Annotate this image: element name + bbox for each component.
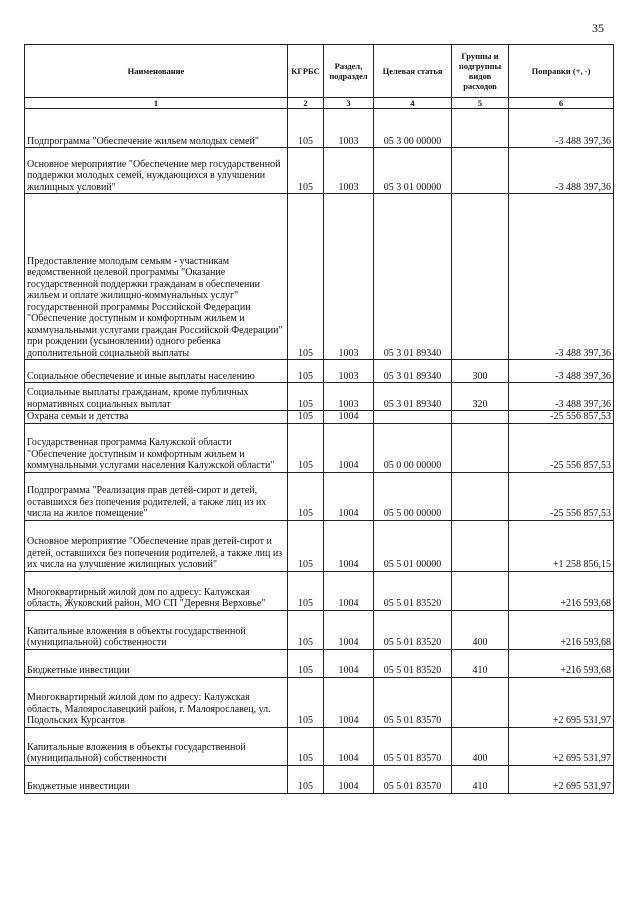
amendment-amount-cell: +216 593,68: [509, 571, 614, 610]
kgrbs-cell: 105: [288, 109, 324, 148]
expense-group-cell: [452, 148, 509, 194]
section-cell: 1004: [324, 520, 374, 571]
column-number: 2: [288, 98, 324, 109]
target-article-cell: 05 5 01 83570: [374, 727, 452, 765]
table-row: [25, 411, 614, 424]
expense-group-cell: 410: [452, 649, 509, 677]
amendment-amount-cell: +2 695 531,97: [509, 765, 614, 793]
amendment-amount-cell: +1 258 856,15: [509, 520, 614, 571]
amendment-amount-cell: +216 593,68: [509, 649, 614, 677]
target-article-cell: 05 5 01 00000: [374, 520, 452, 571]
target-article-cell: 05 5 01 83520: [374, 571, 452, 610]
table-body: [25, 109, 614, 794]
row-name-cell: Подпрограмма "Обеспечение жильем молодых семей": [25, 109, 288, 148]
amendment-amount-cell: +216 593,68: [509, 610, 614, 649]
target-article-cell: 05 3 01 89340: [374, 360, 452, 383]
row-name-cell: Бюджетные инвестиции: [25, 765, 288, 793]
row-name-cell: Охрана семьи и детства: [25, 411, 288, 424]
table-row: [25, 148, 614, 194]
table-row: [25, 194, 614, 360]
kgrbs-cell: 105: [288, 649, 324, 677]
column-number: 3: [324, 98, 374, 109]
row-name-cell: Основное мероприятие "Обеспечение мер государственной поддержки молодых семей, нуждающихся в улучшении жилищных условий": [25, 148, 288, 194]
section-cell: 1004: [324, 571, 374, 610]
row-name-cell: Основное мероприятие "Обеспечение прав детей-сирот и детей, оставшихся без попечения родителей, а также лиц из их числа на улучшение жилищных условий": [25, 520, 288, 571]
table-row: [25, 360, 614, 383]
target-article-cell: 05 3 01 00000: [374, 148, 452, 194]
kgrbs-cell: 105: [288, 765, 324, 793]
header-target-article: Целевая статья: [374, 45, 452, 98]
amendment-amount-cell: -3 488 397,36: [509, 194, 614, 360]
column-number: 5: [452, 98, 509, 109]
row-name-cell: Государственная программа Калужской области "Обеспечение доступным и комфортным жильем и коммунальными услугами населения Калужской области": [25, 423, 288, 472]
target-article-cell: 05 3 01 89340: [374, 383, 452, 411]
section-cell: 1003: [324, 360, 374, 383]
section-cell: 1004: [324, 472, 374, 520]
kgrbs-cell: 105: [288, 360, 324, 383]
expense-group-cell: 400: [452, 610, 509, 649]
amendment-amount-cell: -25 556 857,53: [509, 423, 614, 472]
kgrbs-cell: 105: [288, 610, 324, 649]
table-row: [25, 727, 614, 765]
row-name-cell: Предоставление молодым семьям - участникам ведомственной целевой программы "Оказание государственной поддержки гражданам в обеспечении жильем и оплате жилищно-коммунальных услуг" государственной программы Российской Федерации "Обеспечение доступным и комфортным жильем и коммунальными услугами граждан Российской Федерации" при рождении (усыновлении) одного ребенка дополнительной социальной выплаты: [25, 194, 288, 360]
amendment-amount-cell: -25 556 857,53: [509, 472, 614, 520]
kgrbs-cell: 105: [288, 727, 324, 765]
header-amendments: Поправки (+, -): [509, 45, 614, 98]
expense-group-cell: [452, 677, 509, 727]
column-number: 4: [374, 98, 452, 109]
amendment-amount-cell: -25 556 857,53: [509, 411, 614, 424]
table-row: [25, 610, 614, 649]
column-number: 6: [509, 98, 614, 109]
kgrbs-cell: 105: [288, 411, 324, 424]
row-name-cell: Многоквартирный жилой дом по адресу: Калужская область, Малоярославецкий район, г. Малоярославец, ул. Подольских Курсантов: [25, 677, 288, 727]
budget-amendments-table: [24, 44, 614, 794]
table-row: [25, 765, 614, 793]
header-expense-group: Группы и подгруппы видов расходов: [452, 45, 509, 98]
section-cell: 1004: [324, 765, 374, 793]
kgrbs-cell: 105: [288, 472, 324, 520]
section-cell: 1003: [324, 148, 374, 194]
kgrbs-cell: 105: [288, 677, 324, 727]
section-cell: 1004: [324, 610, 374, 649]
row-name-cell: Многоквартирный жилой дом по адресу: Калужская область, Жуковский район, МО СП "Деревня Верховье": [25, 571, 288, 610]
target-article-cell: [374, 411, 452, 424]
kgrbs-cell: 105: [288, 194, 324, 360]
row-name-cell: Подпрограмма "Реализация прав детей-сирот и детей, оставшихся без попечения родителей, а также лиц из их числа на жилое помещение": [25, 472, 288, 520]
kgrbs-cell: 105: [288, 520, 324, 571]
table-row: [25, 520, 614, 571]
row-name-cell: Бюджетные инвестиции: [25, 649, 288, 677]
table-row: [25, 109, 614, 148]
row-name-cell: Социальные выплаты гражданам, кроме публичных нормативных социальных выплат: [25, 383, 288, 411]
table-row: [25, 423, 614, 472]
expense-group-cell: 400: [452, 727, 509, 765]
section-cell: 1004: [324, 423, 374, 472]
row-name-cell: Социальное обеспечение и иные выплаты населению: [25, 360, 288, 383]
section-cell: 1004: [324, 411, 374, 424]
amendment-amount-cell: -3 488 397,36: [509, 383, 614, 411]
amendment-amount-cell: +2 695 531,97: [509, 727, 614, 765]
amendment-amount-cell: -3 488 397,36: [509, 109, 614, 148]
expense-group-cell: [452, 520, 509, 571]
target-article-cell: 05 0 00 00000: [374, 423, 452, 472]
section-cell: 1004: [324, 677, 374, 727]
row-name-cell: Капитальные вложения в объекты государственной (муниципальной) собственности: [25, 610, 288, 649]
amendment-amount-cell: -3 488 397,36: [509, 148, 614, 194]
section-cell: 1003: [324, 383, 374, 411]
section-cell: 1003: [324, 194, 374, 360]
target-article-cell: 05 5 01 83520: [374, 649, 452, 677]
table-row: [25, 472, 614, 520]
header-row: [25, 45, 614, 98]
kgrbs-cell: 105: [288, 423, 324, 472]
expense-group-cell: 410: [452, 765, 509, 793]
row-name-cell: Капитальные вложения в объекты государственной (муниципальной) собственности: [25, 727, 288, 765]
expense-group-cell: 320: [452, 383, 509, 411]
column-number: 1: [25, 98, 288, 109]
amendment-amount-cell: +2 695 531,97: [509, 677, 614, 727]
section-cell: 1004: [324, 727, 374, 765]
page-number: 35: [592, 21, 604, 35]
table-row: [25, 383, 614, 411]
target-article-cell: 05 3 00 00000: [374, 109, 452, 148]
expense-group-cell: [452, 571, 509, 610]
header-name: Наименование: [25, 45, 288, 98]
target-article-cell: 05 5 00 00000: [374, 472, 452, 520]
header-kgrbs: КГРБС: [288, 45, 324, 98]
section-cell: 1004: [324, 649, 374, 677]
table-row: [25, 571, 614, 610]
header-razdel: Раздел, подраздел: [324, 45, 374, 98]
expense-group-cell: 300: [452, 360, 509, 383]
expense-group-cell: [452, 109, 509, 148]
kgrbs-cell: 105: [288, 148, 324, 194]
target-article-cell: 05 3 01 89340: [374, 194, 452, 360]
column-number-row: [25, 98, 614, 109]
table-row: [25, 677, 614, 727]
target-article-cell: 05 5 01 83570: [374, 765, 452, 793]
section-cell: 1003: [324, 109, 374, 148]
amendment-amount-cell: -3 488 397,36: [509, 360, 614, 383]
expense-group-cell: [452, 411, 509, 424]
expense-group-cell: [452, 472, 509, 520]
kgrbs-cell: 105: [288, 571, 324, 610]
expense-group-cell: [452, 194, 509, 360]
kgrbs-cell: 105: [288, 383, 324, 411]
target-article-cell: 05 5 01 83520: [374, 610, 452, 649]
target-article-cell: 05 5 01 83570: [374, 677, 452, 727]
table-row: [25, 649, 614, 677]
expense-group-cell: [452, 423, 509, 472]
